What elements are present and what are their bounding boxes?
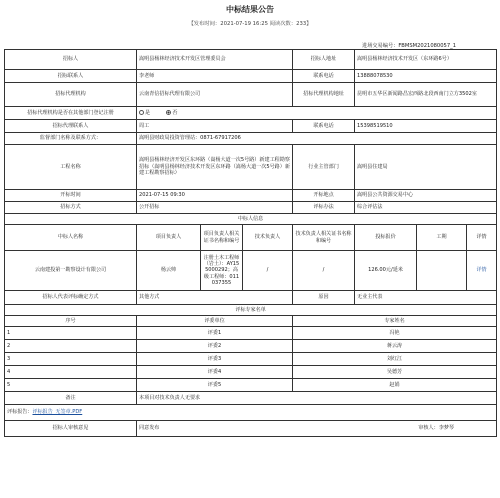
- winner-h-tech: 技术负责人: [243, 225, 293, 251]
- radio-yes-label: 是: [145, 109, 151, 116]
- winner-section-title: 中标人信息: [5, 214, 497, 225]
- winner-name: 云南建投第一勘察设计有限公司: [5, 251, 137, 291]
- method-value: 公开招标: [137, 202, 293, 214]
- attachment-label: 评标报告：: [7, 409, 33, 416]
- tenderer-phone-label: 联系电话: [293, 70, 355, 83]
- tenderer-contact-label: 招标联系人: [5, 70, 137, 83]
- agency-addr-label: 招标代理机构地址: [293, 83, 355, 107]
- expert-unit: 评委2: [137, 340, 293, 353]
- agency-label: 招标代理机构: [5, 83, 137, 107]
- expert-unit: 评委3: [137, 353, 293, 366]
- publish-meta-end: 】: [306, 21, 312, 27]
- table-row: [5, 327, 497, 340]
- expert-name: 蒋云涛: [293, 340, 497, 353]
- reason-value: 无业主代表: [355, 291, 497, 305]
- expert-no: 4: [5, 366, 137, 379]
- expert-no: 5: [5, 379, 137, 392]
- experts-h-no: 序号: [5, 316, 137, 327]
- page-title: 中标结果公告: [226, 5, 274, 14]
- winner-h-period: 工期: [417, 225, 467, 251]
- winner-h-detail: 详情: [467, 225, 497, 251]
- open-place-label: 开标地点: [293, 190, 355, 202]
- project-code-label: 进场交易编号：: [362, 43, 399, 49]
- industry-value: 嵩明县住建局: [355, 145, 497, 190]
- industry-label: 行业主管部门: [293, 145, 355, 190]
- eval-label: 评标办法: [293, 202, 355, 214]
- winner-pm: 杨云帅: [137, 251, 201, 291]
- expert-no: 2: [5, 340, 137, 353]
- agency-name: 云南青信招标代理有限公司: [137, 83, 293, 107]
- agency-contact: 周工: [137, 120, 293, 133]
- result-table: [4, 49, 497, 437]
- open-time-label: 开标时间: [5, 190, 137, 202]
- remark-label: 备注: [5, 392, 137, 405]
- experts-h-unit: 评委单位: [137, 316, 293, 327]
- attachment-row: [5, 405, 497, 421]
- expert-unit: 评委1: [137, 327, 293, 340]
- agency-addr: 昆明市五华区新闻路昌宏西路北段西南门立方3502室: [355, 83, 497, 107]
- open-time: 2021-07-15 09:30: [137, 190, 293, 202]
- experts-h-name: 专家姓名: [293, 316, 497, 327]
- project-code: [362, 42, 456, 49]
- project-name: 嵩明县杨林经济开发区东环路（嵩杨大道一次5号路）新建工程勘察招标（嵩明县杨林经济技术开发区东环路（嵩杨大道一次5号路）新建工程勘察招标）: [137, 145, 293, 190]
- publish-meta: [0, 19, 500, 27]
- review-cell: [137, 421, 497, 437]
- project-code-value: FBMSM2021080057_1: [398, 43, 457, 49]
- winner-h-name: 中标人名称: [5, 225, 137, 251]
- tenderer-phone: 13888078530: [355, 70, 497, 83]
- expert-unit: 评委4: [137, 366, 293, 379]
- tenderer-addr: 嵩明县杨林经济技术开发区（东环路6号）: [355, 50, 497, 70]
- review-opinion: 同意发布: [139, 425, 160, 432]
- review-signer-label: 审核人：: [418, 425, 439, 432]
- review-label: 招标人审核意见: [5, 421, 137, 437]
- supervision-label: 监督部门名称及联系方式：: [5, 133, 137, 145]
- experts-section-title: 评标专家名单: [5, 305, 497, 316]
- view-count: 233: [296, 21, 307, 27]
- expert-name: 吴德芳: [293, 366, 497, 379]
- tenderer-label: 招标人: [5, 50, 137, 70]
- winner-tech-cert: /: [293, 251, 355, 291]
- table-row: [5, 340, 497, 353]
- expert-no: 1: [5, 327, 137, 340]
- expert-unit: 评委5: [137, 379, 293, 392]
- winner-period: [417, 251, 467, 291]
- table-row: [5, 353, 497, 366]
- agency-phone: 15398519510: [355, 120, 497, 133]
- winner-detail-link[interactable]: 详情: [467, 251, 497, 291]
- review-signer-name: 李梦琴: [438, 425, 455, 432]
- remark-value: 本项目对技术负责人无要求: [137, 392, 497, 405]
- eval-value: 综合评估法: [355, 202, 497, 214]
- winner-h-price: 投标报价: [355, 225, 417, 251]
- agency-approval-label: 招标代理机构是否在其他部门登记注册: [5, 107, 137, 120]
- method-label: 招标方式: [5, 202, 137, 214]
- tenderer-contact: 李老师: [137, 70, 293, 83]
- expert-no: 3: [5, 353, 137, 366]
- tenderer-addr-label: 招标人地址: [293, 50, 355, 70]
- open-place: 嵩明县公共资源交易中心: [355, 190, 497, 202]
- table-row: [5, 366, 497, 379]
- group-label: 招标人代表评标确定方式: [5, 291, 137, 305]
- radio-no-label: 否: [172, 109, 178, 116]
- radio-no[interactable]: [166, 110, 171, 115]
- winner-h-pm: 项目负责人: [137, 225, 201, 251]
- winner-price: 126.00元/延米: [355, 251, 417, 291]
- supervision-value: 嵩明县财政局投资管理站：0871-67917206: [137, 133, 497, 145]
- winner-h-tech-cert: 技术负责人相关证书名称和编号: [293, 225, 355, 251]
- project-name-label: 工程名称: [5, 145, 137, 190]
- reason-label: 原因: [293, 291, 355, 305]
- review-signer: [418, 425, 454, 431]
- winner-tech: /: [243, 251, 293, 291]
- expert-name: 刘红江: [293, 353, 497, 366]
- attachment-file-link[interactable]: 评标报告_无签章.PDF: [32, 409, 83, 416]
- publish-time: 【发布时间：2021-07-19 16:25 阅读次数：: [188, 21, 297, 27]
- expert-name: 冯艳: [293, 327, 497, 340]
- tenderer-name: 嵩明县杨林经济技术开发区管理委员会: [137, 50, 293, 70]
- agency-approval-options: [137, 107, 497, 120]
- winner-pm-cert: 注册土木工程师（岩土）：AY155000292；高级工程师：011037355: [201, 251, 243, 291]
- agency-contact-label: 招标代理联系人: [5, 120, 137, 133]
- agency-phone-label: 联系电话: [293, 120, 355, 133]
- expert-name: 赵娟: [293, 379, 497, 392]
- radio-yes[interactable]: [139, 110, 144, 115]
- group-value: 其他方式: [137, 291, 293, 305]
- table-row: [5, 379, 497, 392]
- winner-h-pm-cert: 项目负责人相关证书名称和编号: [201, 225, 243, 251]
